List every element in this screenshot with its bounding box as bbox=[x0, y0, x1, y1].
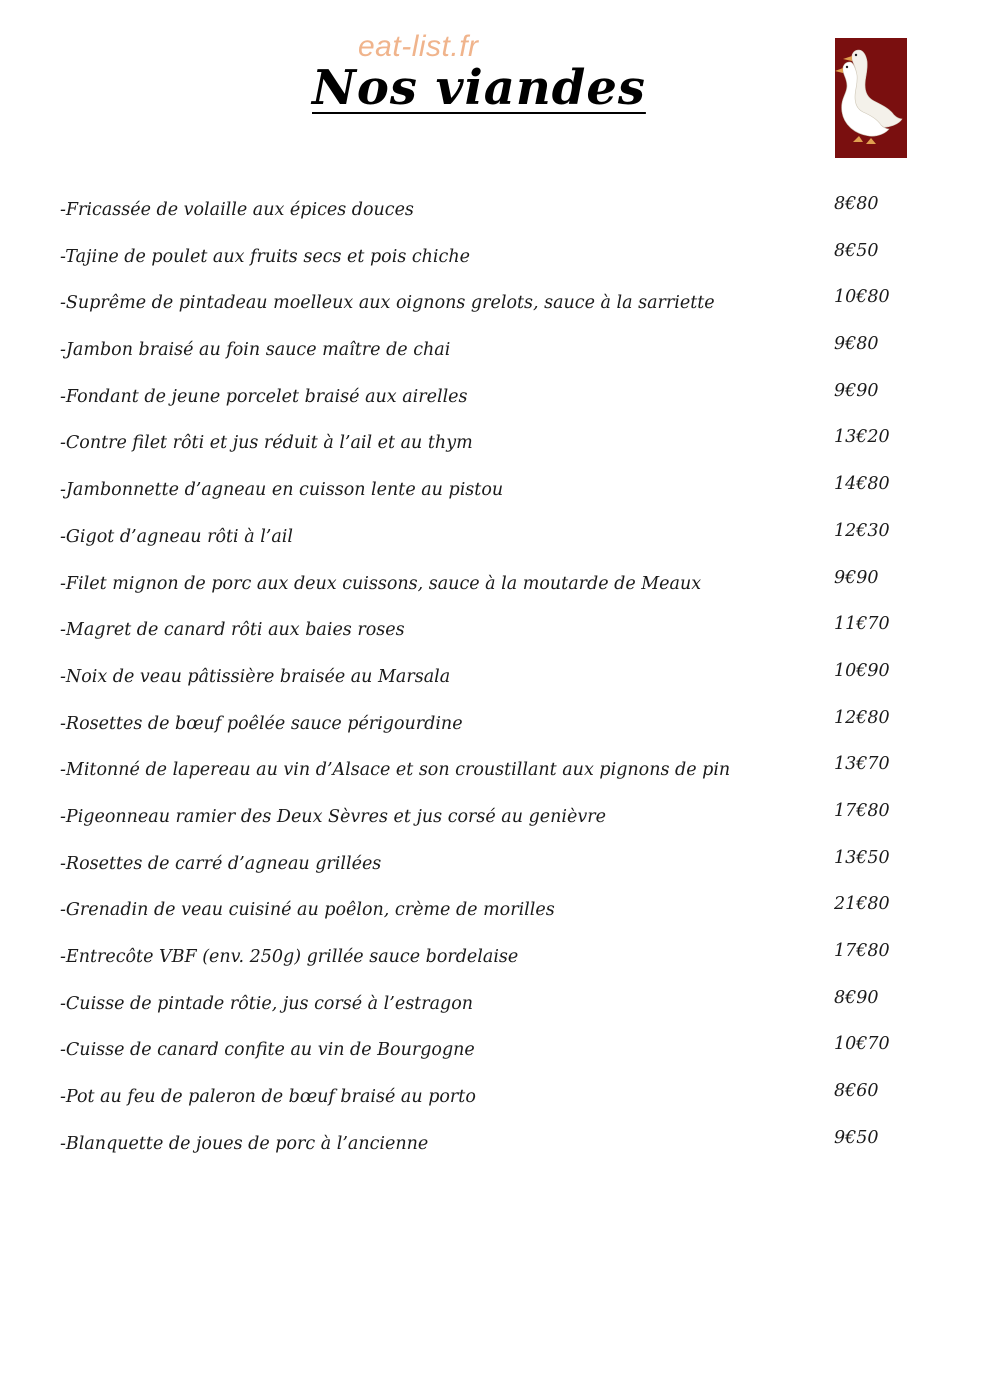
menu-item-price: 13€70 bbox=[834, 754, 890, 775]
menu-item-name: -Tajine de poulet aux fruits secs et pois chiche bbox=[60, 246, 470, 267]
menu-item bbox=[60, 287, 940, 334]
menu-item bbox=[60, 381, 940, 428]
menu-item-price: 14€80 bbox=[834, 474, 890, 495]
menu-item bbox=[60, 708, 940, 755]
menu-item bbox=[60, 568, 940, 615]
menu-item-price: 8€90 bbox=[834, 987, 879, 1008]
menu-item-name: -Cuisse de pintade rôtie, jus corsé à l’estragon bbox=[60, 993, 474, 1014]
menu-item bbox=[60, 614, 940, 661]
menu-item-name: -Gigot d’agneau rôti à l’ail bbox=[60, 526, 293, 547]
geese-icon bbox=[835, 38, 907, 158]
menu-item-price: 9€90 bbox=[834, 380, 879, 401]
menu-item bbox=[60, 194, 940, 241]
menu-item-price: 8€80 bbox=[834, 194, 879, 214]
menu-item bbox=[60, 241, 940, 288]
menu-item-price: 12€80 bbox=[834, 707, 890, 728]
menu-item-name: -Noix de veau pâtissière braisée au Marsala bbox=[60, 666, 451, 687]
menu-item bbox=[60, 848, 940, 895]
menu-item bbox=[60, 1128, 940, 1175]
menu-item-price: 17€80 bbox=[834, 800, 890, 821]
menu-item-name: -Jambon braisé au foin sauce maître de chai bbox=[60, 340, 451, 361]
menu-item-name: -Fricassée de volaille aux épices douces bbox=[60, 200, 414, 220]
menu-item-name: -Fondant de jeune porcelet braisé aux airelles bbox=[60, 386, 468, 407]
menu-item-price: 13€20 bbox=[834, 427, 890, 448]
menu-item-name: -Entrecôte VBF (env. 250g) grillée sauce bordelaise bbox=[60, 947, 519, 967]
menu-item-price: 21€80 bbox=[834, 894, 890, 915]
menu-item bbox=[60, 941, 940, 988]
menu-item-name: -Rosettes de carré d’agneau grillées bbox=[60, 853, 382, 874]
menu-item bbox=[60, 474, 940, 521]
menu-list bbox=[60, 194, 940, 1174]
menu-item-price: 12€30 bbox=[834, 520, 890, 541]
restaurant-logo bbox=[835, 38, 907, 158]
menu-item-price: 11€70 bbox=[834, 614, 890, 635]
menu-item-name: -Pigeonneau ramier des Deux Sèvres et jus corsé au genièvre bbox=[60, 806, 606, 827]
menu-item-price: 10€70 bbox=[834, 1034, 890, 1055]
menu-item-name: -Suprême de pintadeau moelleux aux oignons grelots, sauce à la sarriette bbox=[60, 293, 715, 314]
menu-item-price: 10€80 bbox=[834, 287, 890, 308]
menu-item-price: 17€80 bbox=[834, 941, 890, 961]
menu-item bbox=[60, 801, 940, 848]
menu-item-price: 8€50 bbox=[834, 240, 879, 261]
menu-item bbox=[60, 334, 940, 381]
menu-item-name: -Jambonnette d’agneau en cuisson lente au pistou bbox=[60, 480, 504, 501]
menu-item bbox=[60, 894, 940, 941]
menu-item-price: 9€80 bbox=[834, 334, 879, 355]
menu-item-price: 10€90 bbox=[834, 660, 890, 681]
menu-item bbox=[60, 521, 940, 568]
page-title: Nos viandes bbox=[312, 60, 646, 116]
menu-item bbox=[60, 661, 940, 708]
menu-item bbox=[60, 988, 940, 1035]
menu-item-name: -Filet mignon de porc aux deux cuissons, sauce à la moutarde de Meaux bbox=[60, 573, 702, 594]
menu-item-name: -Grenadin de veau cuisiné au poêlon, crème de morilles bbox=[60, 900, 555, 921]
menu-item-name: -Magret de canard rôti aux baies roses bbox=[60, 620, 405, 641]
menu-item-name: -Cuisse de canard confite au vin de Bourgogne bbox=[60, 1040, 475, 1061]
menu-item-name: -Blanquette de joues de porc à l’ancienne bbox=[60, 1133, 429, 1154]
menu-item-price: 13€50 bbox=[834, 847, 890, 868]
menu-item-price: 8€60 bbox=[834, 1081, 879, 1102]
menu-item bbox=[60, 1034, 940, 1081]
menu-item-price: 9€90 bbox=[834, 567, 879, 588]
menu-item bbox=[60, 427, 940, 474]
menu-item-name: -Rosettes de bœuf poêlée sauce périgourdine bbox=[60, 713, 463, 734]
menu-item bbox=[60, 754, 940, 801]
watermark-text: eat-list.fr bbox=[358, 30, 479, 63]
menu-item-name: -Contre filet rôti et jus réduit à l’ail et au thym bbox=[60, 433, 473, 454]
menu-item-name: -Pot au feu de paleron de bœuf braisé au porto bbox=[60, 1087, 476, 1108]
menu-item bbox=[60, 1081, 940, 1128]
menu-item-name: -Mitonné de lapereau au vin d’Alsace et son croustillant aux pignons de pin bbox=[60, 760, 731, 781]
menu-item-price: 9€50 bbox=[834, 1127, 879, 1148]
